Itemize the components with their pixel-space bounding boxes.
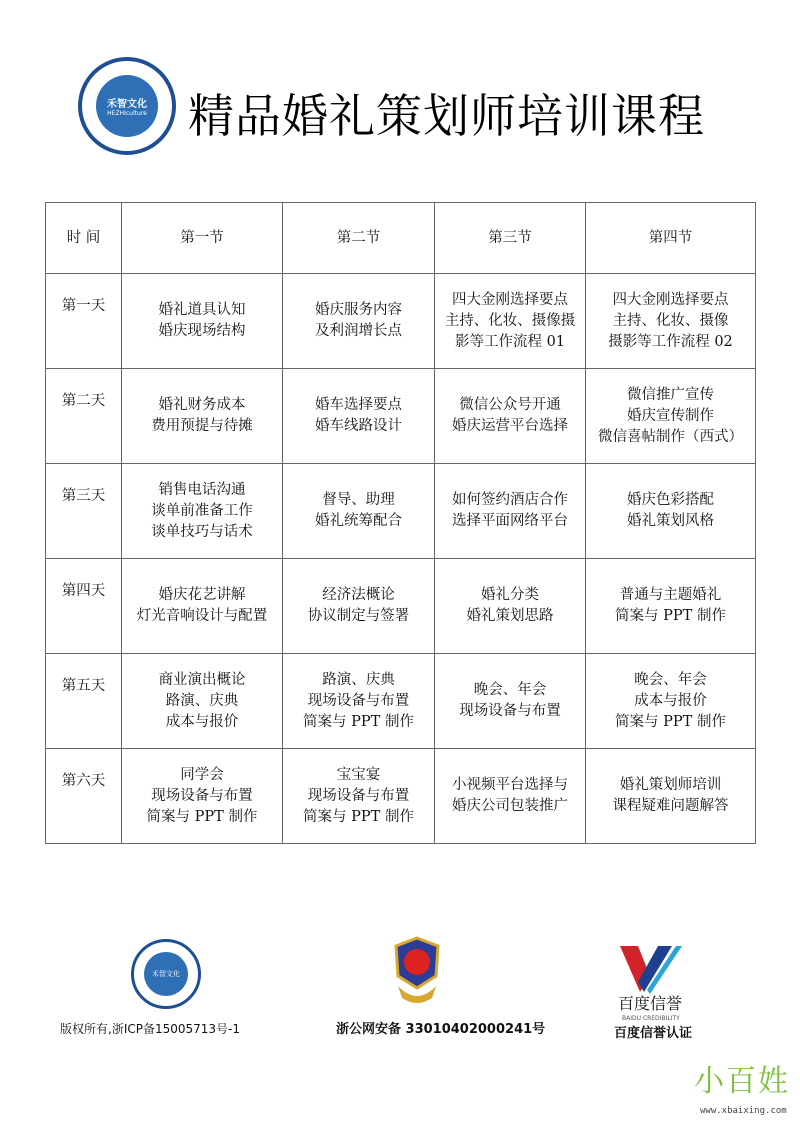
session-cell <box>122 559 283 654</box>
session-line: 婚庆运营平台选择 <box>452 418 568 434</box>
watermark-url: www.xbaixing.com <box>700 1106 787 1116</box>
session-cell <box>586 749 756 844</box>
session-line: 现场设备与布置 <box>307 692 410 709</box>
session-cell <box>283 274 435 369</box>
session-line: 婚庆色彩搭配 <box>627 492 714 508</box>
session-line: 摄影等工作流程 02 <box>608 333 733 350</box>
session-line: 婚庆服务内容 <box>315 302 402 318</box>
company-logo <box>78 57 176 155</box>
session-cell <box>435 749 586 844</box>
session-cell <box>283 654 435 749</box>
session-line: 婚礼策划风格 <box>627 513 714 529</box>
session-cell <box>122 464 283 559</box>
baidu-logo-text: 百度信誉 <box>618 994 683 1013</box>
session-line: 婚礼道具认知 <box>158 302 246 318</box>
session-cell <box>435 274 586 369</box>
session-line: 费用预提与待摊 <box>151 418 253 434</box>
session-line: 谈单技巧与话术 <box>151 523 253 540</box>
session-line: 现场设备与布置 <box>307 787 410 804</box>
session-cell <box>586 369 756 464</box>
session-line: 商业演出概论 <box>158 671 246 688</box>
session-line: 销售电话沟通 <box>158 481 246 498</box>
logo-text: 禾智文化 <box>152 970 180 978</box>
police-emblem-icon <box>392 936 442 1006</box>
logo-text-en: HEZHIculture <box>107 110 147 117</box>
session-cell <box>283 559 435 654</box>
table-row <box>46 274 756 369</box>
column-header: 时 间 <box>46 203 122 274</box>
session-line: 晚会、年会 <box>634 671 707 688</box>
session-line: 简案与 PPT 制作 <box>303 713 414 730</box>
session-line: 现场设备与布置 <box>151 787 253 804</box>
session-line: 督导、助理 <box>322 492 395 508</box>
column-header: 第三节 <box>435 203 586 274</box>
session-line: 婚庆花艺讲解 <box>158 587 246 603</box>
session-line: 四大金刚选择要点 <box>452 291 568 308</box>
session-cell <box>435 559 586 654</box>
session-line: 谈单前准备工作 <box>151 502 253 519</box>
session-cell <box>122 654 283 749</box>
session-line: 四大金刚选择要点 <box>612 291 729 308</box>
day-cell: 第三天 <box>46 464 122 559</box>
column-header: 第四节 <box>586 203 756 274</box>
day-cell: 第六天 <box>46 749 122 844</box>
session-line: 主持、化妆、摄像 <box>612 312 729 329</box>
schedule-table <box>45 202 756 844</box>
session-line: 晚会、年会 <box>473 682 547 698</box>
logo-text: 禾智文化 <box>107 99 147 110</box>
session-line: 婚礼分类 <box>481 587 539 603</box>
session-line: 同学会 <box>180 766 224 783</box>
session-cell <box>435 464 586 559</box>
table-row <box>46 464 756 559</box>
session-cell <box>283 369 435 464</box>
session-line: 宝宝宴 <box>336 766 381 783</box>
session-line: 小视频平台选择与 <box>452 777 568 793</box>
session-line: 微信喜帖制作（西式） <box>598 428 743 445</box>
session-cell <box>283 464 435 559</box>
session-line: 简案与 PPT 制作 <box>303 808 414 825</box>
table-row <box>46 559 756 654</box>
day-cell: 第四天 <box>46 559 122 654</box>
session-line: 婚庆宣传制作 <box>627 407 714 424</box>
session-line: 婚礼统筹配合 <box>315 513 402 529</box>
session-line: 婚庆现场结构 <box>158 323 246 339</box>
watermark-text: 小百姓 <box>694 1064 790 1099</box>
session-cell <box>586 559 756 654</box>
session-cell <box>283 749 435 844</box>
session-cell <box>435 654 586 749</box>
baidu-v-logo-icon <box>620 946 682 994</box>
session-line: 经济法概论 <box>322 587 395 603</box>
session-line: 婚车线路设计 <box>315 418 402 434</box>
session-line: 婚车选择要点 <box>315 397 402 413</box>
session-line: 路演、庆典 <box>322 671 395 688</box>
session-cell <box>122 749 283 844</box>
session-line: 简案与 PPT 制作 <box>615 608 726 624</box>
session-line: 婚礼策划思路 <box>466 608 554 624</box>
session-cell <box>586 654 756 749</box>
page-title: 精品婚礼策划师培训课程 <box>188 89 705 143</box>
column-header: 第一节 <box>122 203 283 274</box>
session-line: 灯光音响设计与配置 <box>136 608 268 624</box>
session-line: 协议制定与签署 <box>307 608 410 624</box>
police-record-text: 浙公网安备 33010402000241号 <box>336 1022 546 1037</box>
session-line: 主持、化妆、摄像摄 <box>444 312 576 329</box>
session-cell <box>435 369 586 464</box>
session-line: 微信推广宣传 <box>627 386 714 403</box>
session-line: 及利润增长点 <box>315 323 402 339</box>
session-line: 如何签约酒店合作 <box>452 492 568 508</box>
session-cell <box>586 274 756 369</box>
session-cell <box>122 274 283 369</box>
session-line: 现场设备与布置 <box>459 703 561 719</box>
table-row <box>46 749 756 844</box>
session-line: 简案与 PPT 制作 <box>615 713 726 730</box>
session-cell <box>122 369 283 464</box>
session-line: 影等工作流程 01 <box>454 333 566 350</box>
session-line: 普通与主题婚礼 <box>619 587 722 603</box>
session-line: 婚礼财务成本 <box>158 397 246 413</box>
footer-company-logo <box>131 939 201 1009</box>
baidu-logo-en: BAIDU CREDIBILITY <box>622 1015 680 1022</box>
session-line: 路演、庆典 <box>165 692 239 709</box>
session-line: 微信公众号开通 <box>459 397 561 413</box>
table-row <box>46 654 756 749</box>
session-line: 简案与 PPT 制作 <box>146 808 258 825</box>
session-cell <box>586 464 756 559</box>
session-line: 选择平面网络平台 <box>452 513 568 529</box>
session-line: 婚礼策划师培训 <box>619 777 722 793</box>
baidu-cert-text: 百度信誉认证 <box>614 1026 693 1041</box>
table-row <box>46 369 756 464</box>
day-cell: 第五天 <box>46 654 122 749</box>
day-cell: 第二天 <box>46 369 122 464</box>
copyright-text: 版权所有,浙ICP备15005713号-1 <box>60 1022 241 1036</box>
session-line: 成本与报价 <box>165 713 239 730</box>
session-line: 成本与报价 <box>634 692 707 709</box>
session-line: 课程疑难问题解答 <box>612 798 729 814</box>
column-header: 第二节 <box>283 203 435 274</box>
session-line: 婚庆公司包装推广 <box>452 798 568 814</box>
day-cell: 第一天 <box>46 274 122 369</box>
